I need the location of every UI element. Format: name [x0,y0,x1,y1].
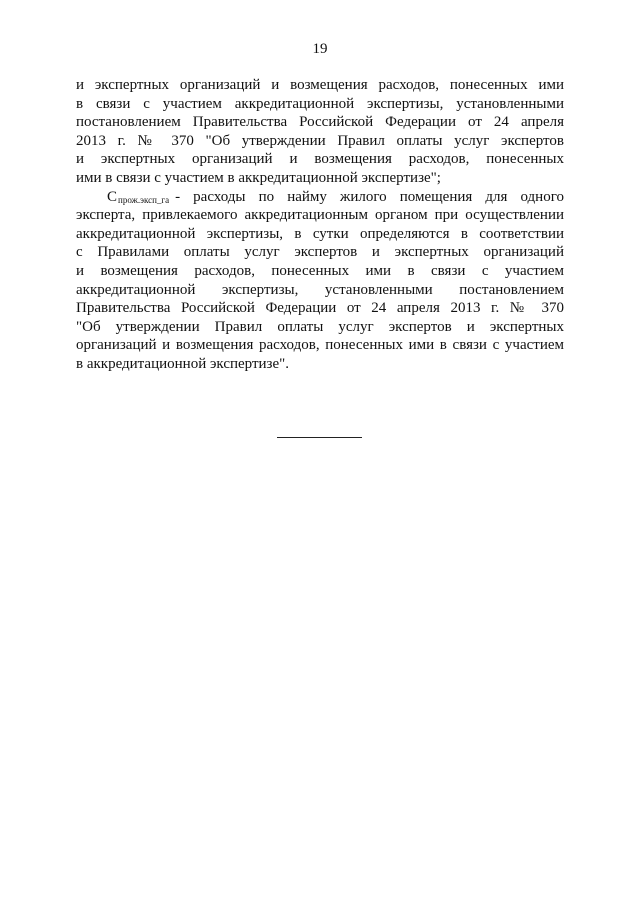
text-line: и возмещения расходов, понесенных ими в связи с участием [76,262,564,279]
text-line: Правительства Российской Федерации от 24 апреля 2013 г. № 370 [76,300,564,317]
paragraph-1 [76,76,564,188]
paragraph-2 [76,188,564,374]
text-line: постановлением Правительства Российской Федерации от 24 апреля [76,114,564,131]
text-line: аккредитационной экспертизы, установленными постановлением [76,281,564,298]
text-line: в связи с участием аккредитационной экспертизы, установленными [76,95,564,112]
text-line: аккредитационной экспертизы, в сутки определяются в соответствии [76,225,564,242]
end-divider [277,437,362,438]
text-line: 2013 г. № 370 "Об утверждении Правил оплаты услуг экспертов [76,132,564,149]
text-line: организаций и возмещения расходов, понесенных ими в связи с участием [76,337,564,354]
formula-symbol: C [107,188,118,205]
text-line: ими в связи с участием в аккредитационной экспертизе"; [76,169,441,186]
text-line: и экспертных организаций и возмещения расходов, понесенных ими [76,77,564,93]
text-line: с Правилами оплаты услуг экспертов и экспертных организаций [76,244,564,261]
text-line: эксперта, привлекаемого аккредитационным органом при осуществлении [76,207,564,224]
text-line: и экспертных организаций и возмещения расходов, понесенных [76,151,564,168]
text-line: "Об утверждении Правил оплаты услуг экспертов и экспертных [76,318,564,335]
body-text [76,76,564,374]
text-line: в аккредитационной экспертизе". [76,355,290,372]
formula-subscript: прож.эксп_га [118,194,170,205]
text-line-first [76,188,564,207]
formula-definition: - расходы по найму жилого помещения для одного [175,188,564,205]
page-number: 19 [312,41,328,57]
